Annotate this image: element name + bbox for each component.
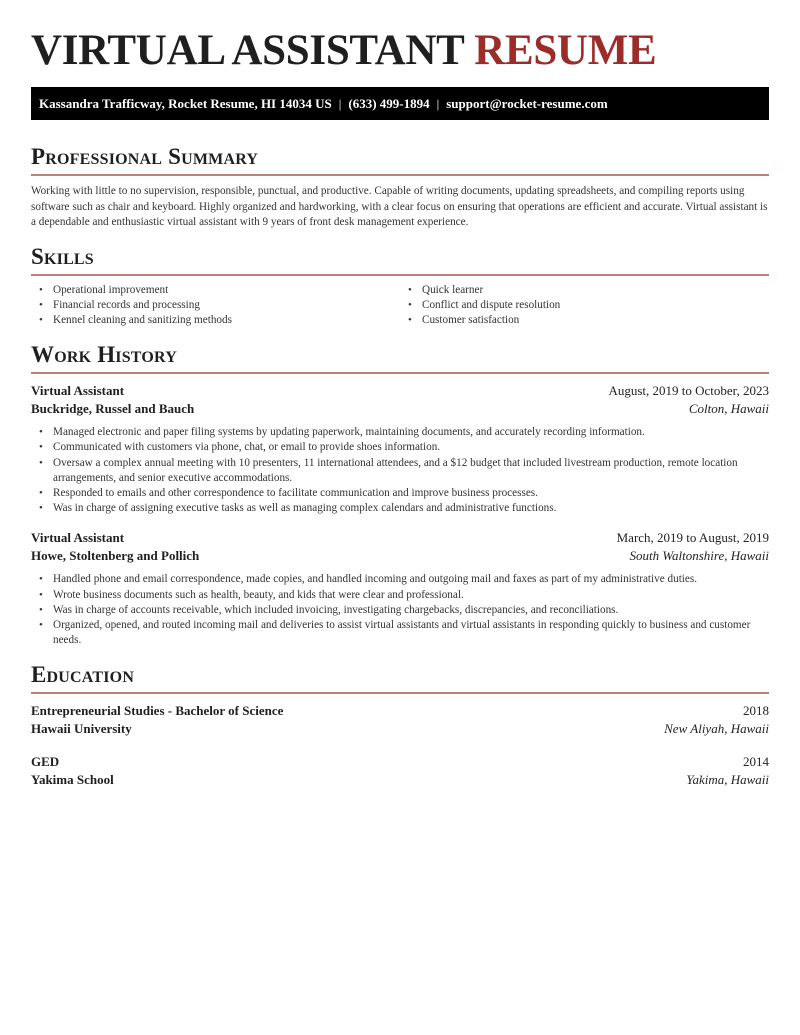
education-year: 2018 [743, 703, 769, 719]
education-location: Yakima, Hawaii [686, 772, 769, 788]
job-header-row [31, 529, 769, 547]
title-accent: RESUME [474, 27, 657, 74]
skills-section [31, 244, 769, 329]
separator: | [436, 96, 440, 111]
separator: | [338, 96, 342, 111]
skills-left-list [31, 283, 400, 329]
resume-title [31, 0, 769, 72]
job-dates: March, 2019 to August, 2019 [616, 530, 769, 546]
education-entry [31, 753, 769, 789]
job-company-row [31, 547, 769, 565]
job-bullet: • Oversaw a complex annual meeting with 10 presenters, 11 international attendees, and a $12 budget that included livestream production, remote location arrangements, and senior executive accommodations. [53, 456, 769, 486]
education-section [31, 662, 769, 789]
summary-text: Working with little to no supervision, responsible, punctual, and productive. Capable of writing documents, updating spreadsheets, and compiling reports using software such as chair and keyboard. Highly organized and hardworking, with a clear focus on ensuring that operations are efficient and accurate. Virtual assistant is a dependable and enthusiastic virtual assistant with 9 years of front desk management experience. [31, 185, 768, 228]
job-entry [31, 382, 769, 516]
skill-item: • Kennel cleaning and sanitizing methods [53, 313, 400, 328]
skill-item: • Quick learner [422, 283, 769, 298]
job-dates: August, 2019 to October, 2023 [608, 383, 769, 399]
contact-email: support@rocket-resume.com [446, 96, 608, 111]
education-degree: Entrepreneurial Studies - Bachelor of Science [31, 703, 284, 719]
education-school-row [31, 720, 769, 738]
skill-item: • Operational improvement [53, 283, 400, 298]
education-school: Yakima School [31, 772, 114, 788]
contact-phone: (633) 499-1894 [348, 96, 430, 111]
title-main: VIRTUAL ASSISTANT [31, 27, 464, 74]
contact-address: Kassandra Trafficway, Rocket Resume, HI 14034 US [39, 96, 332, 111]
job-bullets [31, 572, 769, 648]
job-company: Howe, Stoltenberg and Pollich [31, 548, 200, 564]
job-bullet: • Was in charge of assigning executive tasks as well as managing complex calendars and administrative functions. [53, 501, 769, 516]
job-header-row [31, 382, 769, 400]
work-section [31, 342, 769, 648]
skill-item: • Customer satisfaction [422, 313, 769, 328]
job-bullet: • Managed electronic and paper filing systems by updating paperwork, maintaining documents, and accurately recording information. [53, 425, 769, 440]
section-divider [31, 274, 769, 276]
job-bullet: • Communicated with customers via phone, chat, or email to provide shoes information. [53, 440, 769, 455]
section-divider [31, 692, 769, 694]
job-bullets [31, 425, 769, 516]
job-role: Virtual Assistant [31, 530, 125, 546]
section-title-education: Education [31, 662, 135, 688]
job-entry [31, 529, 769, 648]
job-bullet: • Handled phone and email correspondence, made copies, and handled incoming and outgoing mail and faxes as part of my administrative duties. [53, 572, 769, 587]
job-bullet: • Organized, opened, and routed incoming mail and deliveries to assist virtual assistants and virtual assistants in responding quickly to business and customer needs. [53, 618, 769, 648]
education-degree-row [31, 702, 769, 720]
section-title-summary: Professional Summary [31, 144, 259, 169]
section-divider [31, 372, 769, 374]
job-company: Buckridge, Russel and Bauch [31, 401, 195, 417]
education-year: 2014 [743, 754, 769, 770]
job-role: Virtual Assistant [31, 383, 125, 399]
education-school-row [31, 771, 769, 789]
skills-columns [31, 283, 769, 329]
job-bullet: • Was in charge of accounts receivable, which included invoicing, investigating chargebacks, discrepancies, and reconciliations. [53, 603, 769, 618]
job-location: Colton, Hawaii [688, 401, 769, 417]
section-title-skills: Skills [31, 243, 94, 269]
job-location: South Waltonshire, Hawaii [629, 548, 769, 564]
skill-item: • Financial records and processing [53, 298, 400, 313]
section-divider [31, 174, 769, 176]
skills-right-list [400, 283, 769, 329]
summary-section [31, 144, 769, 231]
contact-bar [31, 87, 769, 120]
section-title-work: Work History [31, 342, 177, 368]
education-degree-row [31, 753, 769, 771]
education-degree: GED [31, 754, 60, 770]
skill-item: • Conflict and dispute resolution [422, 298, 769, 313]
education-school: Hawaii University [31, 721, 132, 737]
education-location: New Aliyah, Hawaii [664, 721, 769, 737]
job-company-row [31, 400, 769, 418]
job-bullet: • Wrote business documents such as health, beauty, and kids that were clear and professional. [53, 588, 769, 603]
job-bullet: • Responded to emails and other correspondence to facilitate communication and improve business processes. [53, 486, 769, 501]
education-entry [31, 702, 769, 738]
